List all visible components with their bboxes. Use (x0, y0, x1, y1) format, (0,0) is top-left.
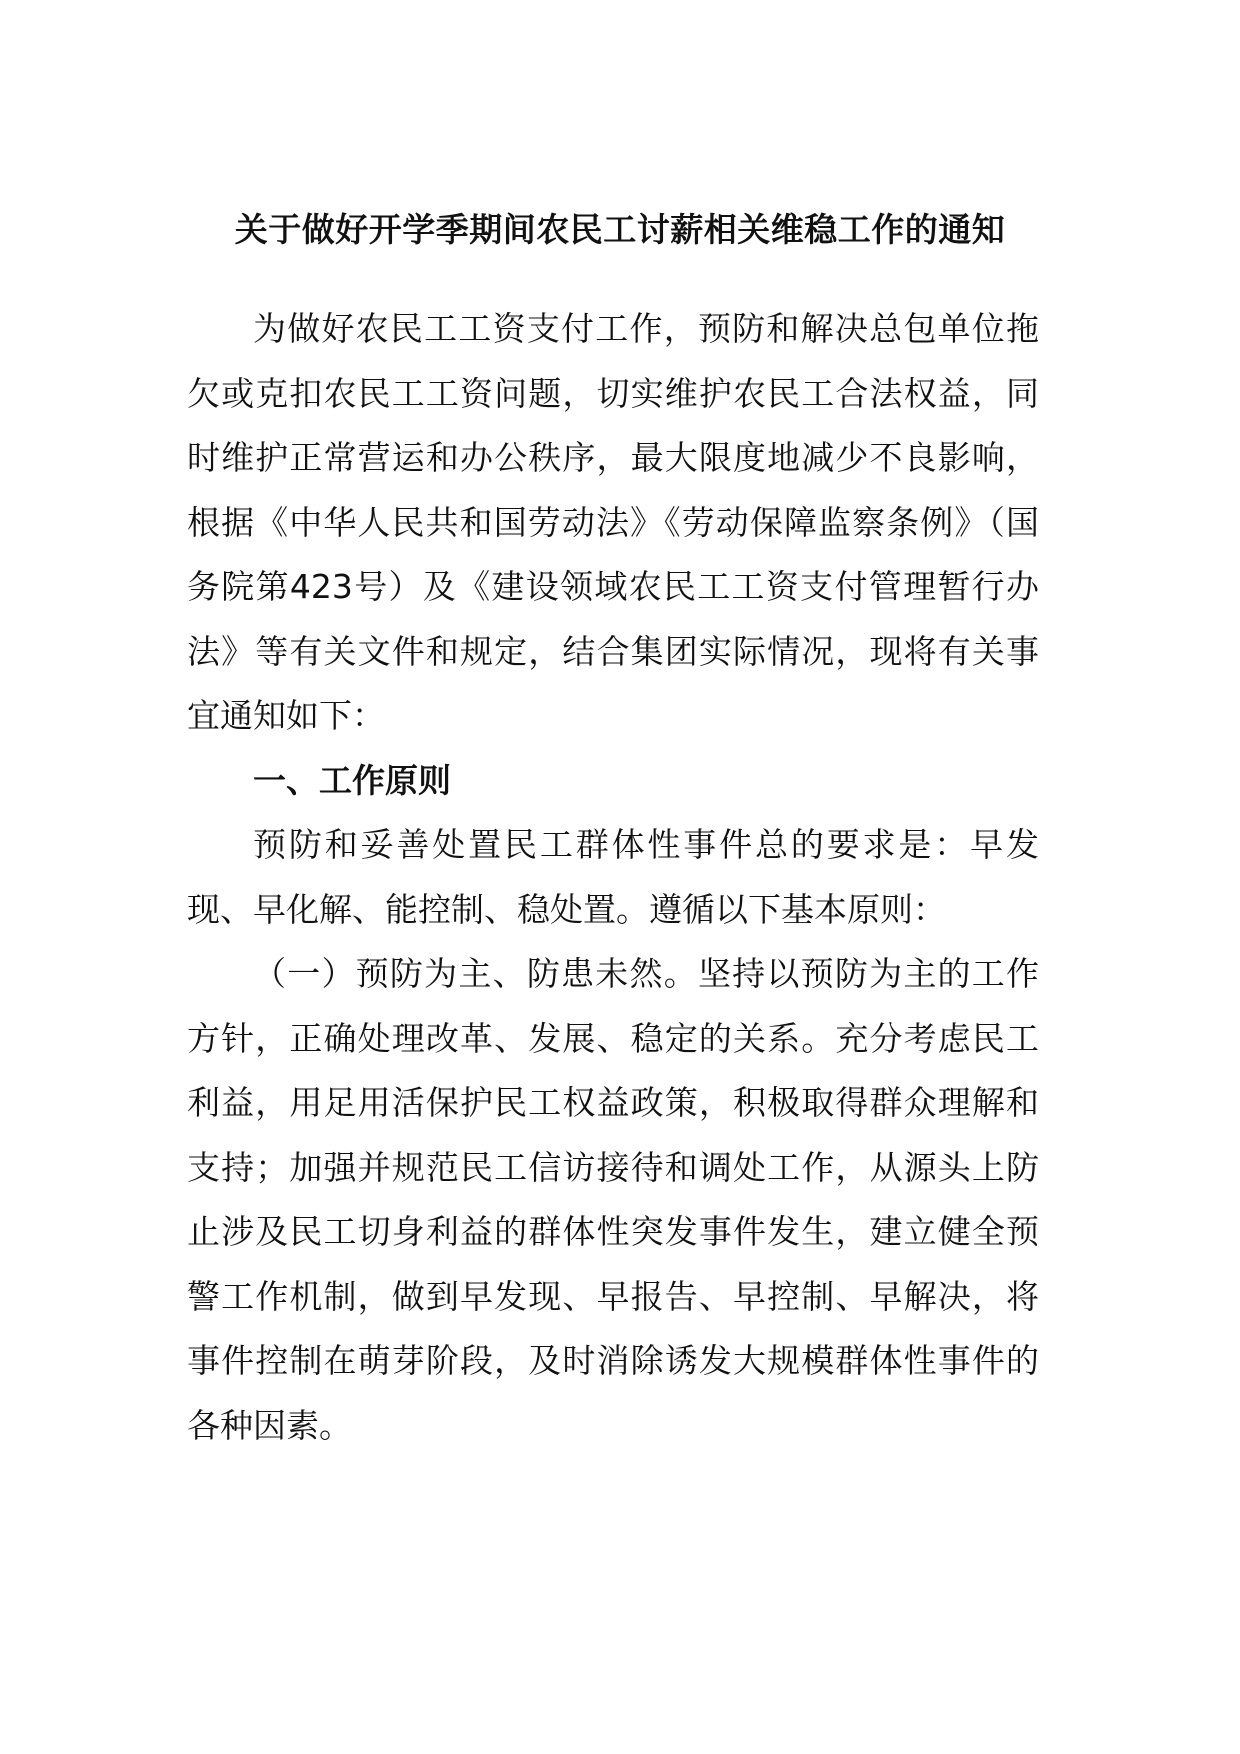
intro-paragraph: 为做好农民工工资支付工作，预防和解决总包单位拖欠或克扣农民工工资问题，切实维护农民工合法权益，同时维护正常营运和办公秩序，最大限度地减少不良影响，根据《中华人民共和国劳动法》《劳动保障监察条例》（国务院第423号）及《建设领域农民工工资支付管理暂行办法》等有关文件和规定，结合集团实际情况，现将有关事宜通知如下： (187, 309, 1039, 735)
document-body (187, 297, 1039, 1458)
section-heading-principles: 一、工作原则 (253, 760, 451, 800)
principles-paragraph: 预防和妥善处置民工群体性事件总的要求是：早发现、早化解、能控制、稳处置。遵循以下基本原则： (187, 825, 1039, 929)
principle-item-1-paragraph: （一）预防为主、防患未然。坚持以预防为主的工作方针，正确处理改革、发展、稳定的关系。充分考虑民工利益，用足用活保护民工权益政策，积极取得群众理解和支持；加强并规范民工信访接待和调处工作，从源头上防止涉及民工切身利益的群体性突发事件发生，建立健全预警工作机制，做到早发现、早报告、早控制、早解决，将事件控制在萌芽阶段，及时消除诱发大规模群体性事件的各种因素。 (187, 954, 1039, 1445)
document-title: 关于做好开学季期间农民工讨薪相关维稳工作的通知 (234, 210, 1006, 249)
